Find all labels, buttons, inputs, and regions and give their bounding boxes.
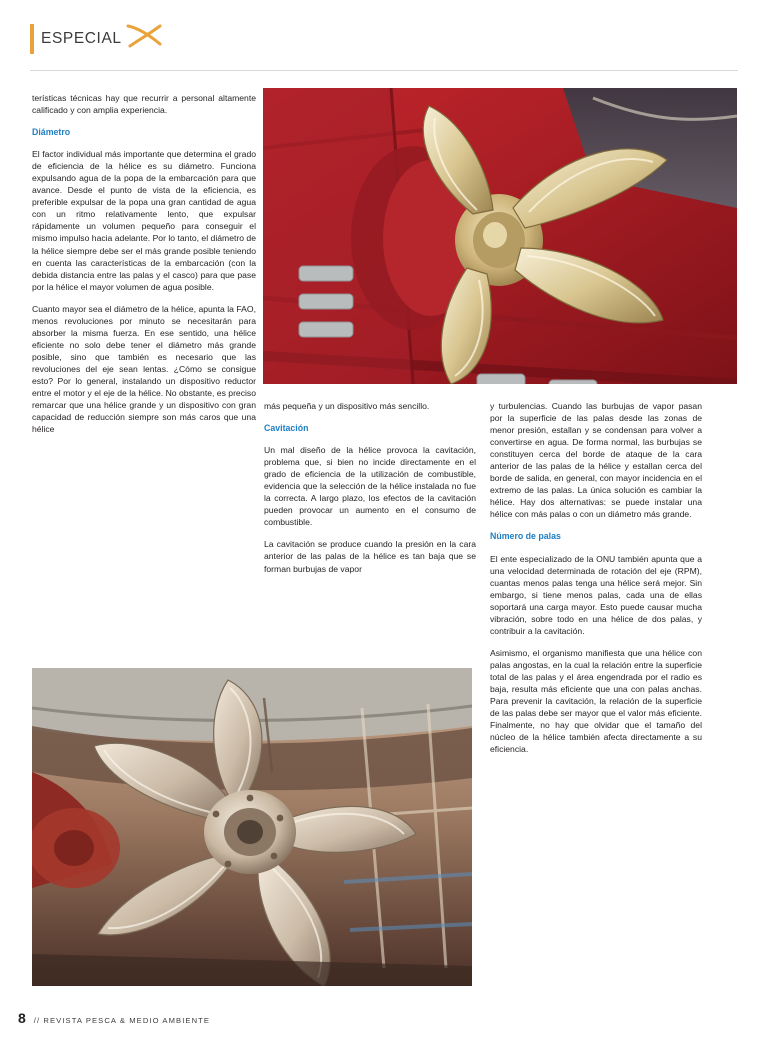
- paragraph-continuation: terísticas técnicas hay que recurrir a personal altamente calificado y con amplia experiencia.: [32, 93, 256, 116]
- section-label: ESPECIAL: [41, 29, 122, 47]
- paragraph: Un mal diseño de la hélice provoca la cavitación, problema que, si bien no incide directamente en el grado de eficiencia de la utilización de combustible, evidencia que la selección de la hélice instalada no fue la correcta. A largo plazo, los efectos de la cavitación pueden provocar un aumento en el consumo de combustible.: [264, 445, 476, 528]
- subheading-cavitacion: Cavitación: [264, 423, 309, 434]
- photo-ship-propeller-red-hull: [263, 88, 737, 384]
- paragraph: El factor individual más importante que determina el grado de eficiencia de la hélice es su diámetro. Funciona expulsando agua de la popa de la embarcación para que avance. Desde el punto de vista de la eficiencia, es preferible expulsar de la popa una gran cantidad de agua con un ritmo relativamente lento, que expulsar rápidamente un volumen pequeño para conseguir el mismo impulso hacia adelante. Por lo tanto, el diámetro de la hélice siempre debe ser el más grande posible teniendo en cuenta las características de la embarcación (con la debida distancia entre las palas y el casco) para que pase por la hélice el mayor volumen de agua posible.: [32, 149, 256, 292]
- section-brand: [30, 22, 738, 55]
- paragraph-continuation: y turbulencias. Cuando las burbujas de vapor pasan por la superficie de las palas desde las zonas de menor presión, estallan y se condensan para volver a convertirse en agua. De forma normal, las burbujas se constituyen cerca del borde de ataque de la cara anterior de las palas de la hélice y estallan cerca del borde de salida, en general, con mayor incidencia en el extremo de las palas. La única solución es cambiar la hélice. Hay dos alternativas: se puede instalar una hélice con más palas o con un diámetro más grande.: [490, 401, 702, 520]
- paragraph: Asimismo, el organismo manifiesta que una hélice con palas angostas, en la cual la relación entre la superficie total de las palas y el área engendrada por el radio es baja, resulta más eficiente que una con palas anchas. Para prevenir la cavitación, la relación de la superficie de las palas debe ser mayor que el valor más eficiente. Finalmente, no hay que olvidar que el tamaño del núcleo de la hélice también afecta directamente a su eficiencia.: [490, 647, 702, 755]
- text-column-2: [264, 400, 476, 575]
- photo-drydock-propeller: [32, 668, 472, 986]
- paragraph: La cavitación se produce cuando la presión en la cara anterior de las palas de la hélice es tan baja que se forman burbujas de vapor: [264, 539, 476, 574]
- paragraph: Cuanto mayor sea el diámetro de la hélice, apunta la FAO, menos revoluciones por minuto se necesitarán para absorber la misma fuerza. En ese sentido, una hélice eficiente no solo debe tener el diámetro más grande posible, sino que también es necesario que las revoluciones del eje sean lentas. ¿Cómo se consigue esto? Por lo general, instalando un dispositivo reductor entre el motor y el eje de la hélice. No obstante, es preciso remarcar que una hélice grande y un dispositivo con gran capacidad de reducción siempre son más caros que una hélice: [32, 303, 256, 435]
- text-column-3: [490, 400, 702, 755]
- paragraph: El ente especializado de la ONU también apunta que a una velocidad determinada de rotación del eje (RPM), cuantas menos palas tenga una hélice será mejor. Sin embargo, si tiene menos palas, cada una de ellas soportará una carga mayor. Esto puede causar mucha vibración, sobre todo en una hélice de dos palas, y contribuir a la cavitación.: [490, 553, 702, 636]
- subheading-numero-de-palas: Número de palas: [490, 531, 561, 542]
- publication-name: // REVISTA PESCA & MEDIO AMBIENTE: [33, 1016, 211, 1025]
- brand-accent-bar: [30, 24, 34, 54]
- text-column-1: [32, 92, 256, 435]
- swoosh-icon: [126, 22, 162, 55]
- page-number: 8: [18, 1010, 26, 1026]
- page-header: [30, 22, 738, 64]
- subheading-diametro: Diámetro: [32, 127, 71, 138]
- page-footer: [18, 1010, 738, 1026]
- paragraph-continuation: más pequeña y un dispositivo más sencillo.: [264, 401, 430, 411]
- header-divider: [30, 70, 738, 71]
